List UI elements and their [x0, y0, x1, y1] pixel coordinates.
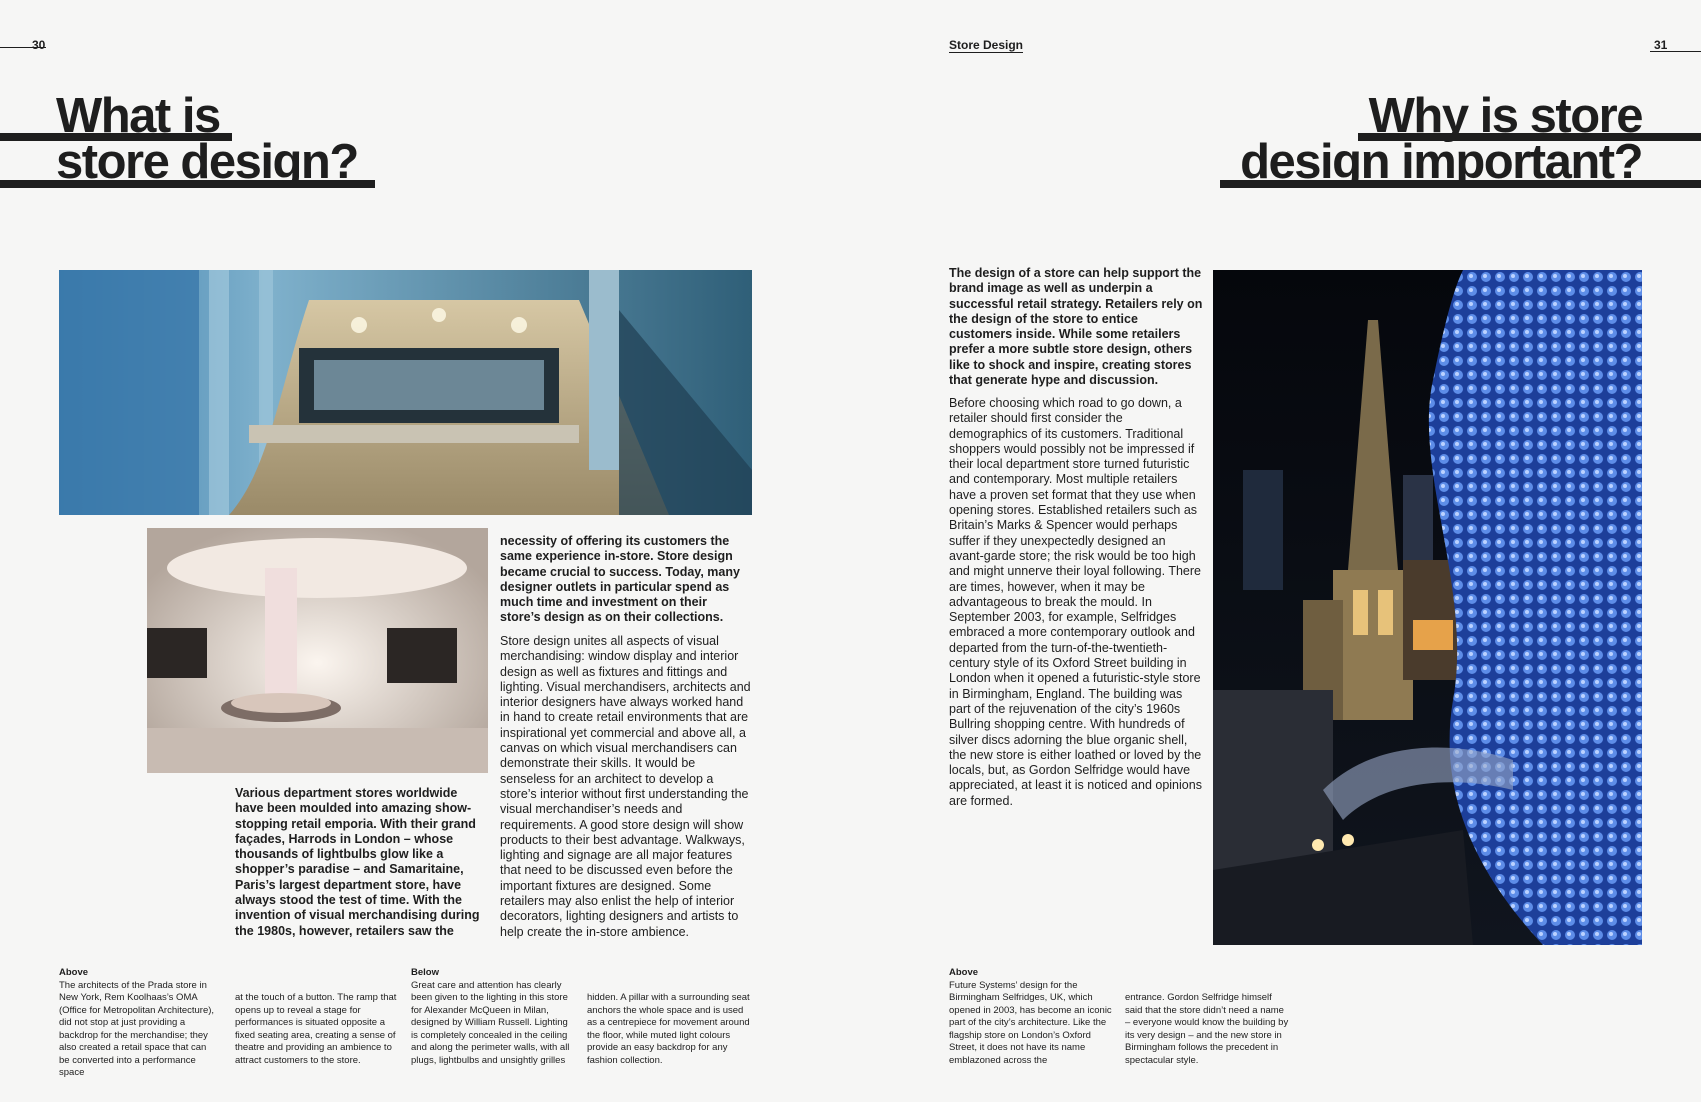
title-line-2: store design?	[56, 135, 358, 189]
selfridges-birmingham-photo	[1213, 270, 1642, 945]
title-line-1: What is	[56, 89, 220, 143]
title-line-2: design important?	[1240, 135, 1642, 189]
right-intro-bold: The design of a store can help support the brand image as well as underpin a successful retail strategy. Retailers rely on the design of the store to entice customers inside. While some retailers prefer a more subtle store design, others like to shock and inspire, creating stores that generate hype and discussion.	[949, 266, 1203, 388]
caption-above-right-col2: entrance. Gordon Selfridge himself said that the store didn’t need a name – everyone would know the building by its very design – and the new store in Birmingham follows the precedent in spectacular style.	[1125, 992, 1289, 1066]
left-body-text: Store design unites all aspects of visual merchandising: window display and interior design as well as fixtures and fittings and lighting. Visual merchandisers, architects and interior designers have always worked hand in hand to create retail environments that are inspirational yet commercial and above all, a canvas on which visual merchandisers can demonstrate their skills. It would be senseless for an architect to develop a store’s interior without first understanding the visual merchandiser’s needs and requirements. A good store design will show products to their best advantage. Walkways, lighting and signage are all major features that need to be discussed even before the important fixtures are designed. Some retailers may also enlist the help of interior decorators, lighting designers and artists to help create the in-store ambience.	[500, 634, 751, 939]
caption-head: Below	[411, 967, 439, 978]
section-label: Store Design	[949, 38, 1024, 52]
title-line-1: Why is store	[1368, 89, 1642, 143]
page-title-left	[56, 89, 358, 189]
caption-below-left-col2: hidden. A pillar with a surrounding seat anchors the whole space and is used as a centrepiece for movement around the floor, while muted light colours provide an easy backdrop for any fashion collection.	[587, 992, 750, 1066]
caption-above-right	[949, 967, 1115, 1067]
caption-above-left-col2: at the touch of a button. The ramp that opens up to reveal a stage for performances is situated opposite a fixed seating area, creating a sense of theatre and providing an ambience to attract customers to the store.	[235, 992, 397, 1066]
caption-head: Above	[59, 967, 89, 978]
right-body-text: Before choosing which road to go down, a retailer should first consider the demographics of its customers. Traditional shoppers would possibly not be impressed if their local department store turned futuristic and contemporary. Most multiple retailers have a proven set format that they use when opening stores. Established retailers such as Britain’s Marks & Spencer would perhaps suffer if they unexpectedly designed an avant-garde store; the risk would be too high and might unnerve their loyal following. There are times, however, when it may be advantageous to break the mould. In September 2003, for example, Selfridges embraced a more contemporary outlook and departed from the turn-of-the-twentieth-century style of its Oxford Street building in London when it opened a futuristic-style store in Birmingham, England. The building was part of the rejuvenation of the city’s 1960s Bullring shopping centre. With hundreds of silver discs adorning the blue organic shell, the new store is either loathed or loved by the locals, but, as Gordon Selfridge would have appreciated, at least it is noticed and opinions are formed.	[949, 396, 1202, 808]
caption-text: Great care and attention has clearly been given to the lighting in this store for Alexander McQueen in Milan, designed by William Russell. Lighting is completely concealed in the ceiling and along the perimeter walls, with all plugs, lightbulbs and unsightly grilles	[411, 979, 570, 1066]
left-intro-bold: Various department stores worldwide have been moulded into amazing show-stopping retail emporia. With their grand façades, Harrods in London – whose thousands of lightbulbs glow like a shopper’s paradise – and Samaritaine, Paris’s largest department store, have always stood the test of time. With the invention of visual merchandising during the 1980s, however, retailers saw the	[235, 786, 480, 938]
prada-store-photo	[59, 270, 752, 515]
page-number-left: 30	[32, 38, 46, 52]
caption-head: Above	[949, 967, 979, 978]
page-number-right: 31	[1654, 38, 1668, 52]
caption-above-left	[59, 967, 219, 1080]
caption-text: Future Systems’ design for the Birmingham Selfridges, UK, which opened in 2003, has become an iconic part of the city’s architecture. Like the flagship store on London’s Oxford Street, it does not have its name emblazoned across the	[949, 979, 1112, 1066]
page-title-right	[1240, 89, 1642, 189]
mcqueen-store-photo	[147, 528, 488, 773]
caption-text: The architects of the Prada store in New York, Rem Koolhaas’s OMA (Office for Metropolitan Architecture), did not stop at just providing a backdrop for the merchandise; they also created a retail space that can be converted into a performance space	[59, 979, 215, 1078]
caption-below-left	[411, 967, 577, 1067]
left-continued-bold: necessity of offering its customers the same experience in-store. Store design became crucial to success. Today, many designer outlets in particular spend as much time and investment on their store’s design as on their collections.	[500, 534, 740, 625]
